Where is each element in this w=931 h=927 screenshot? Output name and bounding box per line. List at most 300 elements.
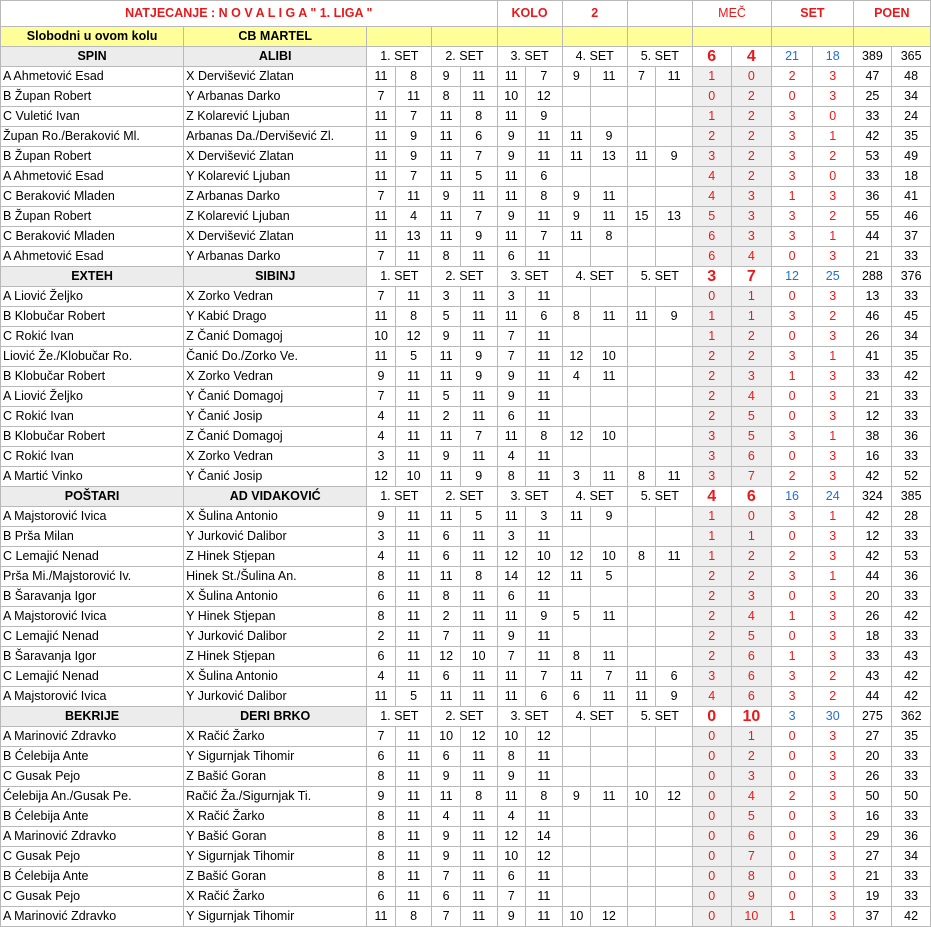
set-score: 5 [432, 387, 460, 407]
mec-away-running: 2 [731, 167, 772, 187]
set-home-won: 0 [772, 847, 813, 867]
set-score: 11 [432, 427, 460, 447]
set-score: 6 [432, 887, 460, 907]
mec-away-running: 1 [731, 727, 772, 747]
set-score: 11 [460, 607, 497, 627]
set-score: 6 [526, 687, 563, 707]
set-score: 9 [497, 627, 525, 647]
poen-home: 25 [853, 87, 892, 107]
set-away-won: 3 [812, 407, 853, 427]
set-score: 11 [526, 327, 563, 347]
away-player: Y Bašić Goran [184, 827, 367, 847]
poen-away: 35 [892, 127, 931, 147]
poen-home: 33 [853, 647, 892, 667]
set-score: 13 [656, 207, 693, 227]
home-player: B Ćelebija Ante [1, 807, 184, 827]
mec-away-running: 2 [731, 547, 772, 567]
set-away-won: 3 [812, 727, 853, 747]
set-score: 3 [526, 507, 563, 527]
set-score: 11 [460, 547, 497, 567]
set-score: 7 [526, 227, 563, 247]
away-player: X Račić Žarko [184, 807, 367, 827]
away-player: Z Čanić Domagoj [184, 327, 367, 347]
set-home-won: 3 [772, 307, 813, 327]
set-score: 9 [432, 67, 460, 87]
mec-home-running: 2 [692, 347, 731, 367]
home-player: C Gusak Pejo [1, 847, 184, 867]
set-home-won: 3 [772, 167, 813, 187]
away-team-name: DERI BRKO [184, 707, 367, 727]
set-score: 7 [526, 667, 563, 687]
set-score: 11 [627, 667, 655, 687]
set-score [562, 287, 590, 307]
poen-away: 42 [892, 687, 931, 707]
set-score: 12 [591, 907, 628, 927]
poen-home: 20 [853, 587, 892, 607]
set-score: 7 [627, 67, 655, 87]
game-row [1, 407, 931, 427]
set-score: 12 [526, 847, 563, 867]
set-score: 11 [367, 347, 395, 367]
poen-away: 33 [892, 887, 931, 907]
poen-away-total: 376 [892, 267, 931, 287]
mec-home-running: 1 [692, 327, 731, 347]
set-score [656, 807, 693, 827]
poen-home: 42 [853, 507, 892, 527]
game-row [1, 647, 931, 667]
set-score: 4 [497, 807, 525, 827]
set-score [627, 387, 655, 407]
set-score: 10 [526, 547, 563, 567]
set-score: 10 [460, 647, 497, 667]
home-player: B Šaravanja Igor [1, 647, 184, 667]
home-team-name: POŠTARI [1, 487, 184, 507]
set-home-won: 1 [772, 907, 813, 927]
set-score [627, 327, 655, 347]
set-score: 7 [432, 627, 460, 647]
away-player: Y Kolarević Ljuban [184, 167, 367, 187]
set-score [627, 187, 655, 207]
game-row [1, 727, 931, 747]
set-score: 8 [526, 787, 563, 807]
set-score: 11 [395, 567, 432, 587]
set-score [627, 407, 655, 427]
home-player: A Marinović Zdravko [1, 727, 184, 747]
set-score: 11 [460, 907, 497, 927]
set-away-won: 3 [812, 867, 853, 887]
away-player: Y Sigurnjak Tihomir [184, 747, 367, 767]
set-score: 11 [432, 167, 460, 187]
mec-away-running: 0 [731, 67, 772, 87]
poen-away: 33 [892, 747, 931, 767]
set-score [562, 887, 590, 907]
mec-away-running: 2 [731, 127, 772, 147]
mec-away-running: 4 [731, 787, 772, 807]
set-score: 7 [526, 67, 563, 87]
set-score [627, 647, 655, 667]
poen-away: 33 [892, 527, 931, 547]
set-away-won: 3 [812, 87, 853, 107]
set-away-won: 2 [812, 667, 853, 687]
set-away-won: 3 [812, 447, 853, 467]
set-score: 11 [367, 167, 395, 187]
set-score: 9 [460, 467, 497, 487]
set-score: 6 [367, 647, 395, 667]
set-away-won: 0 [812, 167, 853, 187]
game-row [1, 107, 931, 127]
poen-home: 37 [853, 907, 892, 927]
set-score: 10 [562, 907, 590, 927]
mec-home-total: 0 [692, 707, 731, 727]
set-home-won: 3 [772, 147, 813, 167]
set-score [656, 367, 693, 387]
set-score: 8 [562, 647, 590, 667]
set-score [656, 567, 693, 587]
set-column-label: 2. SET [432, 267, 497, 287]
away-player: Y Jurković Dalibor [184, 687, 367, 707]
game-row [1, 547, 931, 567]
set-score [656, 187, 693, 207]
set-score: 9 [460, 227, 497, 247]
set-home-won: 0 [772, 327, 813, 347]
poen-away: 33 [892, 447, 931, 467]
set-column-label: 5. SET [627, 487, 692, 507]
set-score: 9 [432, 327, 460, 347]
mec-home-running: 2 [692, 407, 731, 427]
set-score: 8 [395, 907, 432, 927]
set-score: 11 [432, 127, 460, 147]
away-player: X Dervišević Zlatan [184, 67, 367, 87]
home-team-name: BEKRIJE [1, 707, 184, 727]
set-score: 9 [367, 367, 395, 387]
set-score: 10 [591, 427, 628, 447]
set-home-won: 0 [772, 627, 813, 647]
set-score: 8 [367, 867, 395, 887]
set-score [627, 827, 655, 847]
set-score: 11 [395, 607, 432, 627]
set-column-label: 4. SET [562, 707, 627, 727]
set-score: 11 [432, 207, 460, 227]
set-score: 6 [497, 867, 525, 887]
mec-home-running: 3 [692, 467, 731, 487]
set-score: 9 [367, 787, 395, 807]
set-score: 11 [460, 847, 497, 867]
home-player: C Beraković Mladen [1, 227, 184, 247]
mec-away-running: 6 [731, 447, 772, 467]
game-row [1, 347, 931, 367]
away-player: Y Čanić Josip [184, 407, 367, 427]
set-score [591, 747, 628, 767]
set-score: 5 [395, 687, 432, 707]
away-team-name: SIBINJ [184, 267, 367, 287]
set-score: 8 [526, 427, 563, 447]
set-score: 6 [367, 887, 395, 907]
mec-home-running: 0 [692, 847, 731, 867]
set-score [656, 847, 693, 867]
set-score: 11 [591, 647, 628, 667]
set-score: 8 [497, 747, 525, 767]
set-score: 11 [562, 667, 590, 687]
set-score: 11 [460, 67, 497, 87]
away-player: Y Arbanas Darko [184, 87, 367, 107]
set-score: 6 [497, 247, 525, 267]
set-score: 9 [460, 347, 497, 367]
poen-away: 48 [892, 67, 931, 87]
set-score [562, 587, 590, 607]
set-score: 11 [367, 207, 395, 227]
poen-away: 33 [892, 767, 931, 787]
set-score: 11 [367, 907, 395, 927]
set-away-won: 3 [812, 327, 853, 347]
home-player: A Marinović Zdravko [1, 827, 184, 847]
set-score: 9 [562, 187, 590, 207]
set-score [591, 627, 628, 647]
mec-home-running: 0 [692, 807, 731, 827]
set-away-total: 25 [812, 267, 853, 287]
set-column-label: 1. SET [367, 267, 432, 287]
poen-away: 24 [892, 107, 931, 127]
away-player: Z Hinek Stjepan [184, 547, 367, 567]
set-score [627, 887, 655, 907]
set-score [627, 807, 655, 827]
set-score [627, 867, 655, 887]
away-player: X Dervišević Zlatan [184, 227, 367, 247]
set-column-label: 3. SET [497, 47, 562, 67]
poen-home: 12 [853, 527, 892, 547]
set-score: 12 [656, 787, 693, 807]
set-home-won: 2 [772, 787, 813, 807]
set-score: 11 [526, 287, 563, 307]
home-player: A Liović Željko [1, 287, 184, 307]
set-away-won: 3 [812, 887, 853, 907]
game-row [1, 67, 931, 87]
set-score: 11 [526, 907, 563, 927]
game-row [1, 807, 931, 827]
set-score [656, 447, 693, 467]
home-player: C Lemajić Nenad [1, 627, 184, 647]
set-score: 11 [395, 287, 432, 307]
home-player: Ćelebija An./Gusak Pe. [1, 787, 184, 807]
set-score: 7 [367, 727, 395, 747]
home-player: C Rokić Ivan [1, 447, 184, 467]
poen-home: 26 [853, 767, 892, 787]
set-score [562, 527, 590, 547]
mec-away-running: 0 [731, 507, 772, 527]
mec-home-running: 0 [692, 867, 731, 887]
home-player: C Rokić Ivan [1, 327, 184, 347]
mec-home-running: 1 [692, 527, 731, 547]
set-score [656, 327, 693, 347]
away-player: X Račić Žarko [184, 727, 367, 747]
mec-home-running: 2 [692, 367, 731, 387]
set-score: 9 [395, 127, 432, 147]
set-score: 12 [526, 727, 563, 747]
set-score: 11 [526, 387, 563, 407]
set-score: 11 [460, 687, 497, 707]
set-score: 11 [460, 667, 497, 687]
mec-away-total: 4 [731, 47, 772, 67]
set-score: 8 [432, 247, 460, 267]
set-score [627, 367, 655, 387]
set-score: 11 [497, 507, 525, 527]
poen-home: 55 [853, 207, 892, 227]
poen-home: 33 [853, 367, 892, 387]
set-score [656, 747, 693, 767]
set-home-won: 0 [772, 767, 813, 787]
set-score [627, 587, 655, 607]
set-score: 11 [395, 407, 432, 427]
set-score [591, 447, 628, 467]
set-away-won: 1 [812, 347, 853, 367]
away-team-name: AD VIDAKOVIĆ [184, 487, 367, 507]
mec-header: MEČ [692, 1, 771, 27]
away-player: Y Jurković Dalibor [184, 527, 367, 547]
poen-away: 42 [892, 667, 931, 687]
set-score: 11 [656, 467, 693, 487]
set-score: 11 [460, 747, 497, 767]
set-score: 9 [367, 507, 395, 527]
set-score: 11 [395, 647, 432, 667]
set-score [562, 87, 590, 107]
poen-away-total: 385 [892, 487, 931, 507]
top-spacer [627, 1, 692, 27]
set-score: 11 [367, 147, 395, 167]
set-score [562, 327, 590, 347]
poen-home: 21 [853, 867, 892, 887]
set-score: 11 [497, 687, 525, 707]
set-away-won: 3 [812, 647, 853, 667]
poen-home-total: 389 [853, 47, 892, 67]
mec-home-running: 0 [692, 87, 731, 107]
game-row [1, 87, 931, 107]
poen-away: 52 [892, 467, 931, 487]
set-away-won: 3 [812, 287, 853, 307]
set-score: 2 [367, 627, 395, 647]
set-score [656, 387, 693, 407]
set-score [591, 827, 628, 847]
set-column-label: 5. SET [627, 707, 692, 727]
home-player: A Marinović Zdravko [1, 907, 184, 927]
set-header: SET [772, 1, 853, 27]
set-score [656, 727, 693, 747]
game-row [1, 907, 931, 927]
away-player: X Zorko Vedran [184, 367, 367, 387]
set-column-label: 3. SET [497, 487, 562, 507]
set-score: 11 [395, 447, 432, 467]
set-score: 9 [497, 367, 525, 387]
away-player: Račić Ža./Sigurnjak Ti. [184, 787, 367, 807]
set-score [656, 347, 693, 367]
home-team-name: SPIN [1, 47, 184, 67]
set-score: 10 [395, 467, 432, 487]
poen-away: 33 [892, 387, 931, 407]
set-column-label: 3. SET [497, 267, 562, 287]
poen-away: 46 [892, 207, 931, 227]
set-score [656, 607, 693, 627]
set-score: 7 [367, 187, 395, 207]
set-score: 12 [562, 347, 590, 367]
poen-away: 43 [892, 647, 931, 667]
mec-away-running: 2 [731, 107, 772, 127]
set-column-label: 3. SET [497, 707, 562, 727]
set-score: 11 [591, 307, 628, 327]
set-home-won: 0 [772, 87, 813, 107]
set-away-won: 3 [812, 607, 853, 627]
set-away-won: 3 [812, 527, 853, 547]
away-player: Y Hinek Stjepan [184, 607, 367, 627]
home-player: C Beraković Mladen [1, 187, 184, 207]
mec-away-running: 2 [731, 347, 772, 367]
game-row [1, 767, 931, 787]
mec-home-running: 0 [692, 727, 731, 747]
set-score: 11 [395, 767, 432, 787]
mec-away-running: 7 [731, 847, 772, 867]
poen-home: 42 [853, 467, 892, 487]
away-player: Z Kolarević Ljuban [184, 107, 367, 127]
set-score: 11 [395, 787, 432, 807]
set-score: 9 [497, 147, 525, 167]
set-score [656, 627, 693, 647]
set-score: 11 [526, 367, 563, 387]
set-score: 11 [395, 887, 432, 907]
home-player: B Klobučar Robert [1, 367, 184, 387]
set-score: 11 [591, 207, 628, 227]
set-score: 4 [432, 807, 460, 827]
match-header-row [1, 707, 931, 727]
set-away-won: 2 [812, 307, 853, 327]
home-player: A Ahmetović Esad [1, 247, 184, 267]
set-score: 8 [367, 767, 395, 787]
set-score [656, 287, 693, 307]
set-home-won: 3 [772, 507, 813, 527]
poen-away: 49 [892, 147, 931, 167]
set-score: 11 [367, 687, 395, 707]
poen-home: 29 [853, 827, 892, 847]
mec-home-running: 2 [692, 587, 731, 607]
set-home-won: 3 [772, 567, 813, 587]
set-column-label: 2. SET [432, 47, 497, 67]
set-home-won: 1 [772, 187, 813, 207]
set-score: 11 [656, 547, 693, 567]
poen-home: 18 [853, 627, 892, 647]
mec-away-running: 2 [731, 747, 772, 767]
set-home-won: 0 [772, 867, 813, 887]
set-score: 10 [497, 727, 525, 747]
set-score: 8 [460, 107, 497, 127]
set-score: 12 [497, 827, 525, 847]
set-score: 11 [432, 687, 460, 707]
set-score: 3 [367, 447, 395, 467]
set-away-total: 24 [812, 487, 853, 507]
set-home-won: 2 [772, 67, 813, 87]
set-score: 11 [591, 467, 628, 487]
set-score: 4 [367, 667, 395, 687]
away-player: X Račić Žarko [184, 887, 367, 907]
poen-away: 50 [892, 787, 931, 807]
mec-home-running: 0 [692, 787, 731, 807]
mec-home-running: 2 [692, 647, 731, 667]
set-away-won: 3 [812, 387, 853, 407]
poen-away: 33 [892, 247, 931, 267]
set-column-label: 1. SET [367, 707, 432, 727]
home-player: Prša Mi./Majstorović Iv. [1, 567, 184, 587]
set-score: 9 [432, 447, 460, 467]
home-player: C Lemajić Nenad [1, 547, 184, 567]
set-home-won: 1 [772, 367, 813, 387]
game-row [1, 607, 931, 627]
set-score: 11 [497, 227, 525, 247]
away-player: Y Sigurnjak Tihomir [184, 847, 367, 867]
